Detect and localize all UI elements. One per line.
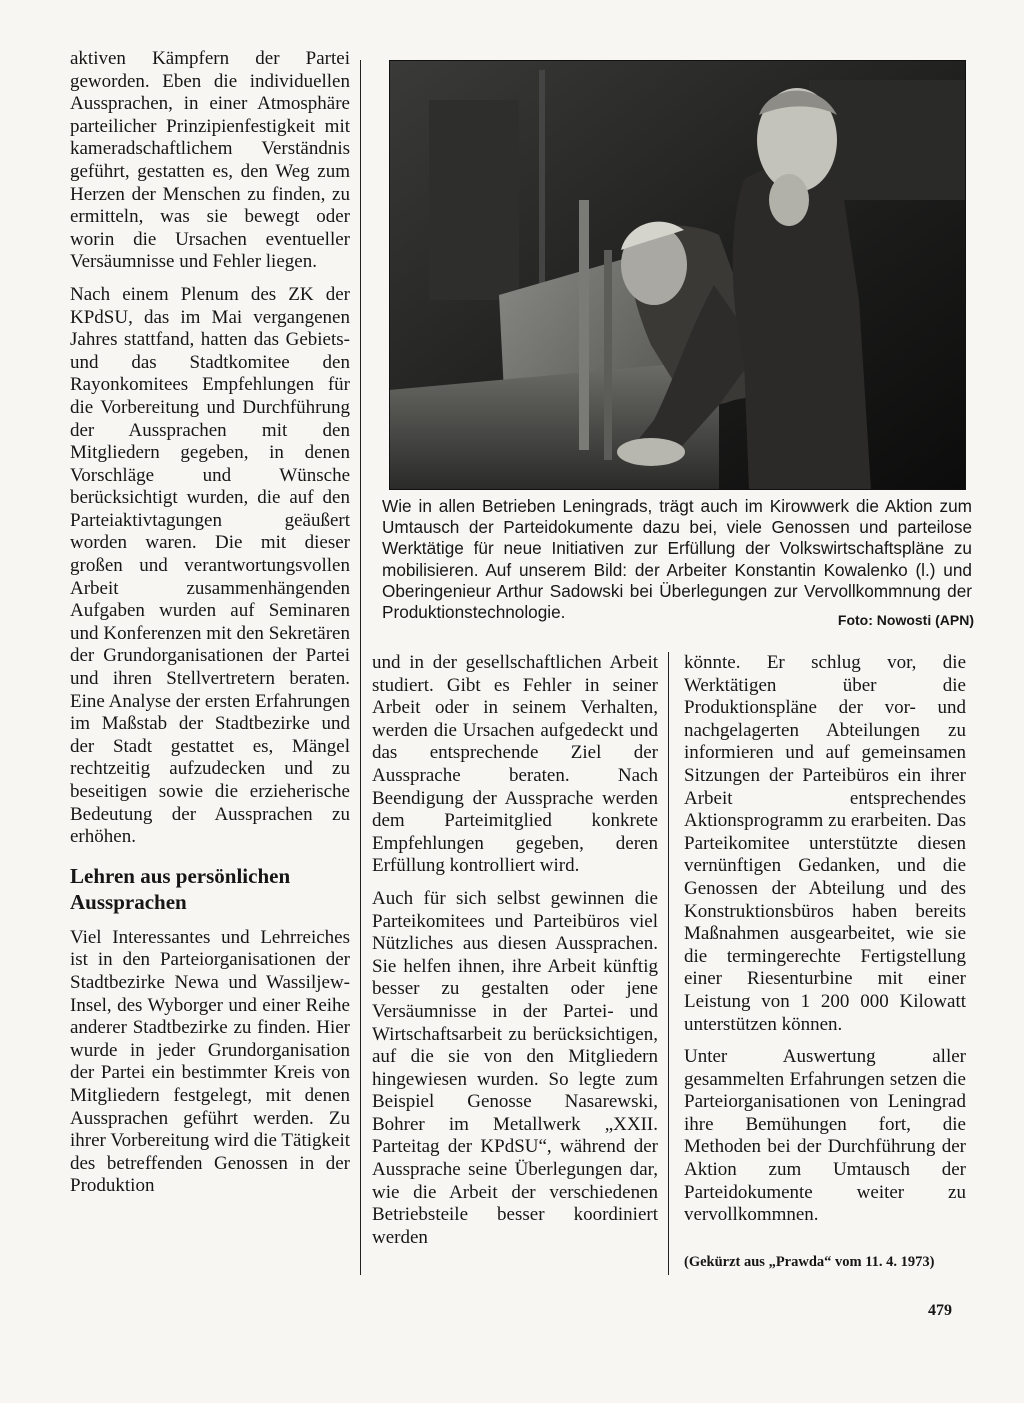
paragraph: Viel Interessantes und Lehrreiches ist in den Parteiorganisationen der Stadtbezirke Newa und Wassiljew-Insel, des Wyborger und einer Reihe anderer Stadtbezirke zu finden. Hier wurde in jeder Grundorganisation der Partei ein bestimmter Kreis von Mitgliedern festgelegt, mit denen Aussprachen geführt werden. Zu ihrer Vorbereitung wird die Tätigkeit des betreffenden Genossen in der Produktion — [70, 926, 350, 1197]
column-divider — [668, 652, 669, 1275]
photo-caption: Wie in allen Betrieben Leningrads, trägt auch im Kirowwerk die Aktion zum Umtausch der Parteidokumente dazu bei, viele Genossen und parteilose Werktätige für neue Initiativen zur Erfüllung der Volkswirtschaftspläne zu mobilisieren. Auf unserem Bild: der Arbeiter Konstantin Kowalenko (l.) und Oberingenieur Arthur Sadowski bei Überlegungen zur Vervollkommnung der Produktionstechnologie. — [382, 496, 972, 623]
column-divider — [360, 60, 361, 1275]
paragraph: und in der gesellschaftlichen Arbeit studiert. Gibt es Fehler in seiner Arbeit oder in seinem Verhalten, werden die Ursachen aufgedeckt und das entsprechende Ziel der Aussprache beraten. Nach Beendigung der Aussprache werden dem Parteimitglied konkrete Empfehlungen gegeben, deren Erfüllung kontrolliert wird. — [372, 652, 658, 877]
paragraph: könnte. Er schlug vor, die Werktätigen über die Produktionspläne der vor- und nachgelagerten Abteilungen zu informieren und auf gemeinsamen Sitzungen der Parteibüros ein ihrer Arbeit entsprechendes Aktionsprogramm zu erarbeiten. Das Parteikomitee unterstützte diesen vernünftigen Gedanken, und die Genossen der Abteilung und des Konstruktionsbüros haben bereits Maßnahmen ausgearbeitet, wie sie die termingerechte Fertigstellung einer Riesenturbine mit einer Leistung von 1 200 000 Kilowatt unterstützen können. — [684, 652, 966, 1035]
page-number: 479 — [928, 1302, 952, 1319]
paragraph: aktiven Kämpfern der Partei geworden. Eben die individuellen Aussprachen, in einer Atmosphäre parteilicher Prinzipienfestigkeit mit kameradschaftlichem Verständnis geführt, gestatten es, den Weg zum Herzen der Menschen zu finden, zu ermitteln, was sie bewegt oder worin die Ursachen eventueller Versäumnisse und Fehler liegen. — [70, 48, 350, 273]
photo-workers — [389, 60, 966, 490]
paragraph: Unter Auswertung aller gesammelten Erfahrungen setzen die Parteiorganisationen von Leningrad ihre Bemühungen fort, die Methoden bei der Durchführung der Aktion zum Umtausch der Parteidokumente weiter zu vervollkommnen. — [684, 1046, 966, 1226]
source-note: (Gekürzt aus „Prawda“ vom 11. 4. 1973) — [684, 1254, 935, 1270]
article-column-2 — [372, 652, 658, 1259]
photo-credit: Foto: Nowosti (APN) — [837, 612, 974, 628]
section-heading: Lehren aus persönlichen Aussprachen — [70, 863, 291, 914]
article-column-3 — [684, 652, 966, 1237]
article-column-1 — [70, 48, 350, 1208]
paragraph: Auch für sich selbst gewinnen die Parteikomitees und Parteibüros viel Nützliches aus diesen Aussprachen. Sie helfen ihnen, ihre Arbeit künftig besser zu gestalten oder jene Versäumnisse in der Partei- und Wirtschaftsarbeit zu berücksichtigen, auf die sie von den Mitgliedern hingewiesen wurden. So legte zum Beispiel Genosse Nasarewski, Bohrer im Metallwerk „XXII. Parteitag der KPdSU“, während der Aussprache seine Überlegungen dar, wie die Arbeit der verschiedenen Betriebsteile besser koordiniert werden — [372, 887, 658, 1248]
paragraph: Nach einem Plenum des ZK der KPdSU, das im Mai vergangenen Jahres stattfand, hatten das Gebiets- und das Stadtkomitee den Rayonkomitees Empfehlungen für die Vorbereitung und Durchführung der Aussprachen mit den Mitgliedern gegeben, in denen Vorschläge und Wünsche berücksichtigt wurden, die auf den Parteiaktivtagungen geäußert worden waren. Die mit dieser großen und verantwortungsvollen Arbeit zusammenhängenden Aufgaben wurden auf Seminaren und Konferenzen mit den Sekretären der Grundorganisationen der Partei und ihren Stellvertretern beraten. Eine Analyse der ersten Erfahrungen im Maßstab der Stadtbezirke und der Stadt gestattet es, Mängel rechtzeitig aufzudecken und zu beseitigen sowie die erzieherische Bedeutung der Aussprachen zu erhöhen. — [70, 283, 350, 848]
